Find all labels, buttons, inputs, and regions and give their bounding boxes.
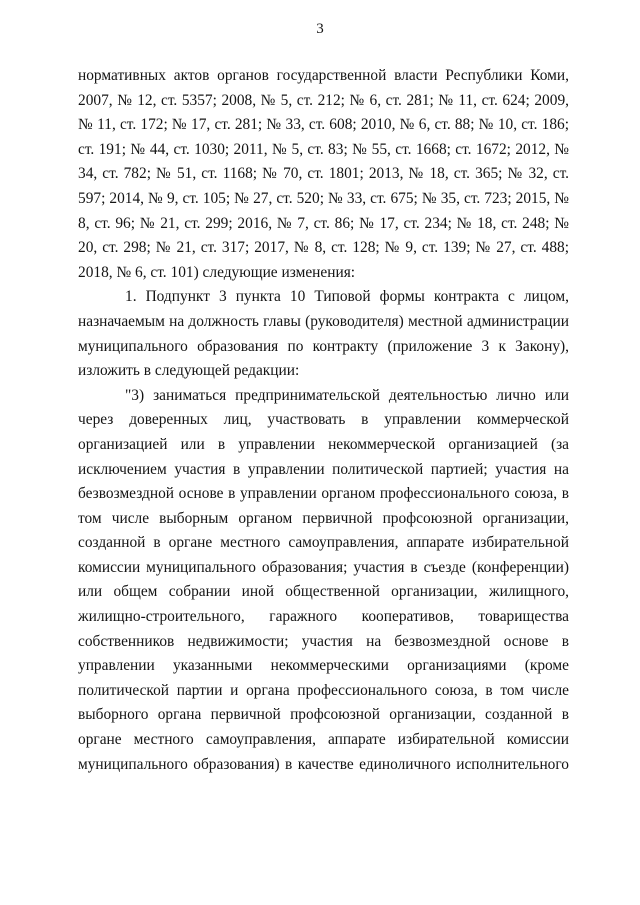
page-number: 3 [316, 21, 324, 37]
paragraph-subitem-3-text: "3) заниматься предпринимательской деятельностью лично или через доверенных лиц, участвовать в управлении коммерческой организацией или в управлении некоммерческой организацией (за исключением участия в управлении политической партией; участия на безвозмездной основе в управлении органом профессионального союза, в том числе выборным органом первичной профсоюзной организации, созданной в органе местного самоуправления, аппарате избирательной комиссии муниципального образования; участия в съезде (конференции) или общем собрании иной общественной организации, жилищного, жилищно-строительного, гаражного кооперативов, товарищества собственников недвижимости; участия на безвозмездной основе в управлении указанными некоммерческими организациями (кроме политической партии и органа профессионального союза, в том числе выборного органа первичной профсоюзной организации, созданной в органе местного самоуправления, аппарате избирательной комиссии муниципального образования) в качестве единоличного исполнительного [78, 386, 569, 773]
document-body [78, 64, 569, 777]
paragraph-amendments-list: нормативных актов органов государственной власти Республики Коми, 2007, № 12, ст. 5357; 2008, № 5, ст. 212; № 6, ст. 281; № 11, ст. 624; 2009, № 11, ст. 172; № 17, ст. 281; № 33, ст. 608; 2010, № 6, ст. 88; № 10, ст. 186; ст. 191; № 44, ст. 1030; 2011, № 5, ст. 83; № 55, ст. 1668; ст. 1672; 2012, № 34, ст. 782; № 51, ст. 1168; № 70, ст. 1801; 2013, № 18, ст. 365; № 32, ст. 597; 2014, № 9, ст. 105; № 27, ст. 520; № 33, ст. 675; № 35, ст. 723; 2015, № 8, ст. 96; № 21, ст. 299; 2016, № 7, ст. 86; № 17, ст. 234; № 18, ст. 248; № 20, ст. 298; № 21, ст. 317; 2017, № 8, ст. 128; № 9, ст. 139; № 27, ст. 488; 2018, № 6, ст. 101) следующие изменения: [78, 67, 569, 281]
paragraph-item-1: 1. Подпункт 3 пункта 10 Типовой формы контракта с лицом, назначаемым на должность главы (руководителя) местной администрации муниципального образования по контракту (приложение 3 к Закону), изложить в следующей редакции: [78, 288, 569, 380]
